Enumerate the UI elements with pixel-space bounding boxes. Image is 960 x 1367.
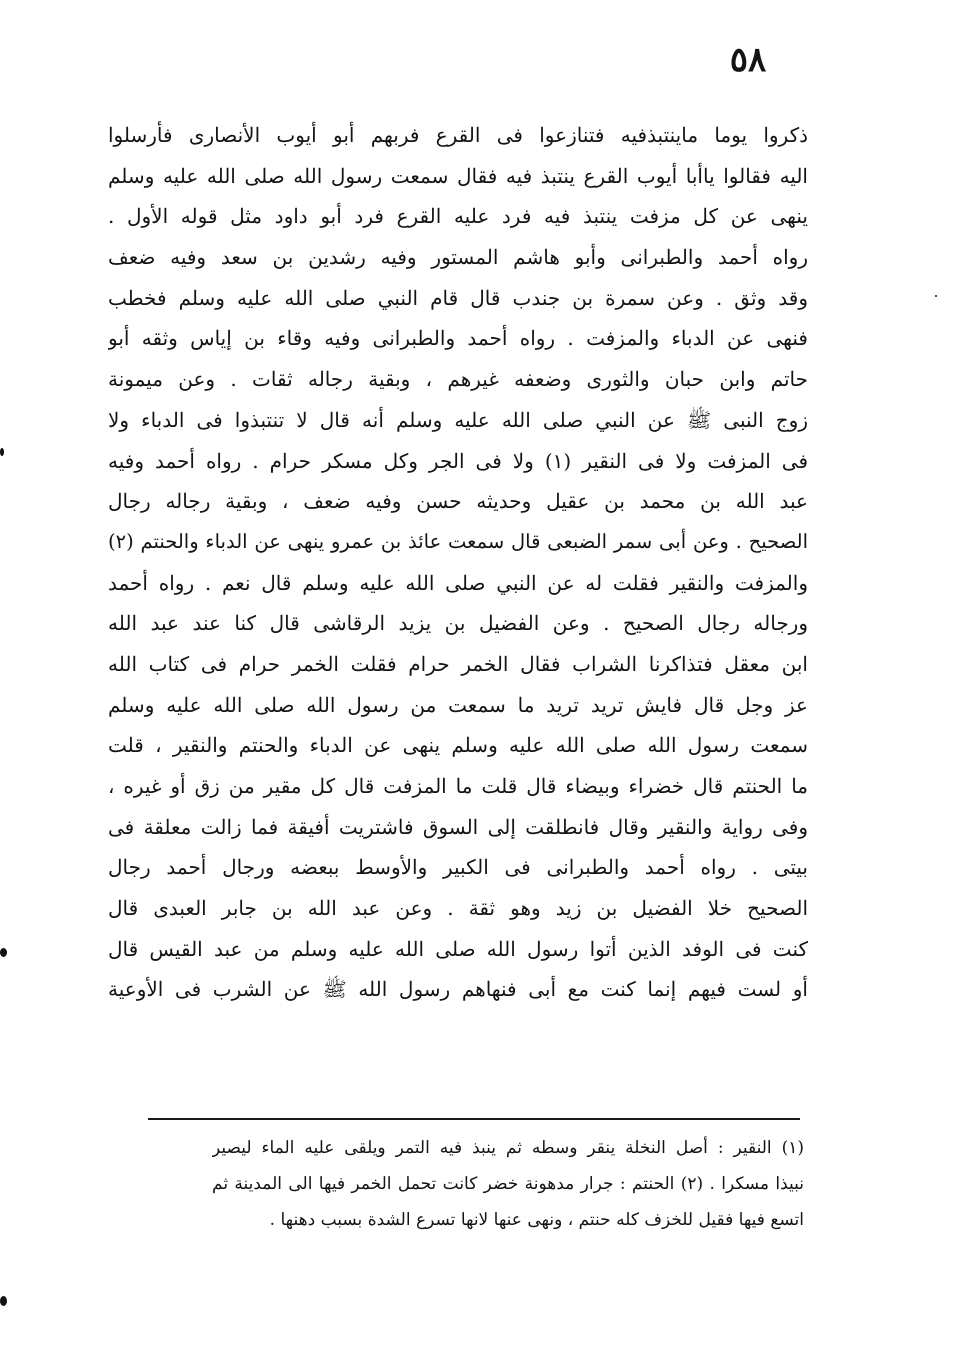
text-line: الصحيح خلا الفضيل بن زيد وهو ثقة . وعن عبد الله بن جابر العبدى قال — [108, 896, 808, 921]
text-line: ابن معقل فتذاكرنا الشراب فقال الخمر حرام فقلت الخمر حرام فى كتاب الله — [108, 651, 808, 676]
text-line: الصحيح . وعن أبى سمر الضبعى قال سمعت عائذ بن عمرو ينهى عن الدباء والحنتم (٢) — [108, 529, 808, 553]
page-number: ٥٨ — [729, 40, 767, 80]
footnotes — [212, 1130, 804, 1238]
text-line: والمزفت والنقير فقلت له عن النبي صلى الله عليه وسلم قال نعم . رواه أحمد — [108, 570, 808, 595]
text-line: ما الحنتم قال خضراء وبيضاء قال قلت ما المزفت قال كل مقير من زق أو غيره ، — [108, 774, 808, 798]
text-line: عز وجل قال فايش تريد تريد ما سمعت من رسول الله صلى الله عليه وسلم — [108, 692, 808, 717]
footnote-divider — [148, 1118, 800, 1120]
text-line: حاتم وابن حبان والثورى وضعفه غيرهم ، وبقية رجاله ثقات . وعن ميمونة — [108, 367, 808, 392]
text-line: فى المزفت ولا فى النقير (١) ولا فى الجر وكل مسكر حرام . رواه أحمد وفيه — [108, 448, 808, 473]
text-line: فنهى عن الدباء والمزفت . رواه أحمد والطبرانى وفيه وقاء بن إياس وثقه أبو — [108, 326, 808, 351]
footnote-line: نبيذا مسكرا . (٢) الحنتم : جرار مدهونة خضر كانت تحمل الخمر فيها الى المدينة ثم — [212, 1174, 804, 1194]
scan-speck — [935, 295, 937, 297]
text-line: سمعت رسول الله صلى الله عليه وسلم ينهى عن الدباء والحنتم والنقير ، قلت — [108, 733, 808, 758]
text-line: ذكروا يوما ماينتبذفيه فتنازعوا فى القرع فربهم أبو أيوب الأنصارى فأرسلوا — [108, 123, 808, 147]
text-line: وقد وثق . وعن سمرة بن جندب قال قام النبي صلى الله عليه وسلم فخطب — [108, 285, 808, 310]
text-line: عبد الله بن محمد بن عقيل وحديثه حسن وفيه ضعف ، وبقية رجاله رجال — [108, 489, 808, 514]
text-line: كنت فى الوفد الذين أتوا رسول الله صلى الله عليه وسلم من عبد القيس قال — [108, 936, 808, 961]
footnote-line: اتسع فيها فقيل للخزف كله حنتم ، ونهى عنها لانها تسرع الشدة بسبب دهنها . — [269, 1210, 804, 1230]
text-line: رواه أحمد والطبرانى وأبو هاشم المستور وفيه رشدين بن سعد وفيه ضعف — [108, 245, 808, 270]
text-line: وفى رواية والنقير وقال فانطلقت إلى السوق فاشتريت أفيقة فما زالت معلقة فى — [108, 814, 808, 839]
scan-speck — [0, 448, 4, 456]
text-line: ينهى عن كل مزفت ينتبذ فيه فرد عليه القرع فرد أبو داود مثل قوله الأول . — [108, 204, 808, 229]
text-line: ورجاله رجال الصحيح . وعن الفضيل بن يزيد الرقاشى قال كنا عند عبد الله — [108, 611, 808, 636]
text-line: بيتى . رواه أحمد والطبرانى فى الكبير والأوسط ببعضه ورجال أحمد رجال — [108, 855, 808, 880]
scan-speck — [0, 948, 7, 957]
text-line: أو لست فيهم إنما كنت مع أبى فنهاهم رسول الله ﷺ عن الشرب فى الأوعية — [108, 977, 808, 1002]
main-text — [108, 115, 808, 1010]
text-line: اليه فقالوا ياأبا أيوب القرع ينتبذ فيه فقال سمعت رسول الله صلى الله عليه وسلم — [108, 163, 808, 188]
scan-speck — [0, 1296, 7, 1306]
footnote-line: (١) النقير : أصل النخلة ينقر وسطه ثم ينبذ فيه التمر ويلقى عليه الماء ليصير — [212, 1138, 804, 1158]
text-line: زوج النبى ﷺ عن النبي صلى الله عليه وسلم أنه قال لا تنتبذوا فى الدباء ولا — [108, 407, 808, 432]
